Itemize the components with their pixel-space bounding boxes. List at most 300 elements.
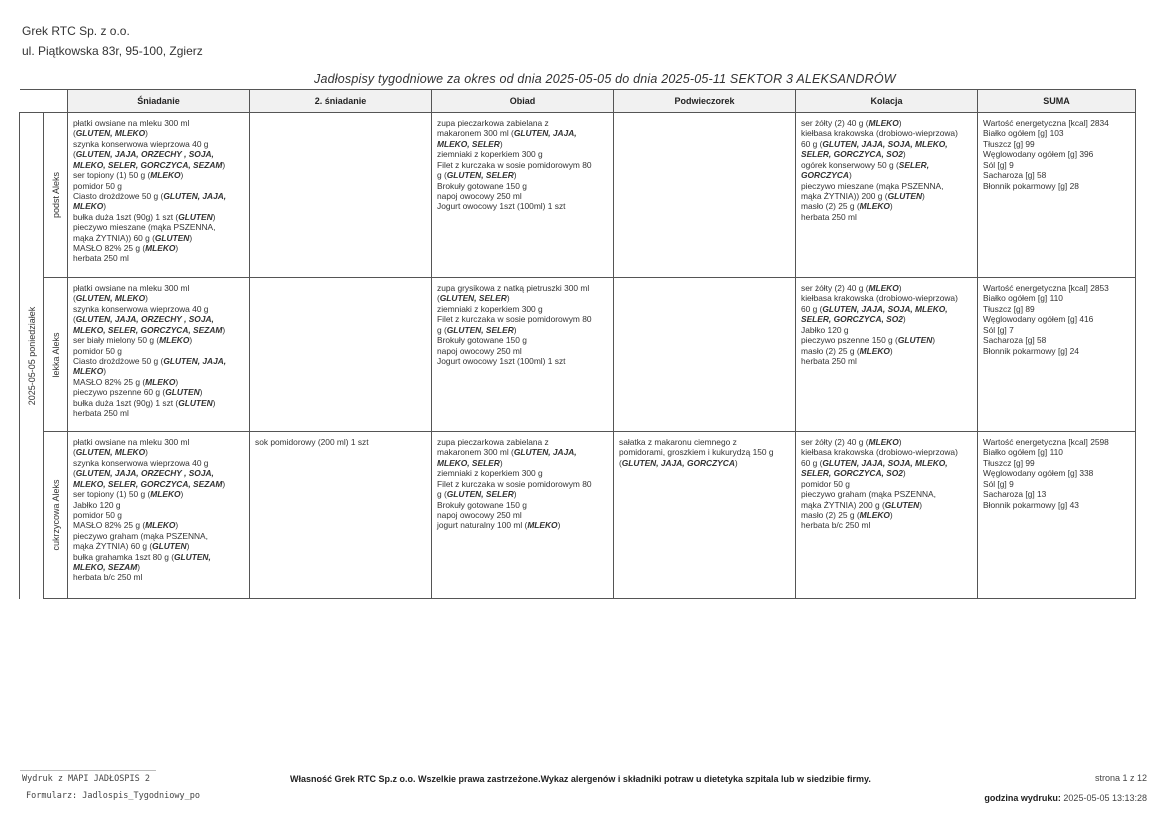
- item-line: [73, 510, 245, 520]
- item-line: [73, 520, 245, 530]
- item-line: [983, 458, 1131, 468]
- meal-items: [614, 113, 795, 121]
- item-line: [801, 520, 973, 530]
- meal-cell-lunch: [432, 432, 614, 599]
- item-line: [73, 468, 245, 478]
- item-text: ): [222, 478, 226, 489]
- item-text: herbata b/c 250 ml: [73, 572, 143, 583]
- item-text: (: [73, 293, 76, 304]
- item-line: [73, 500, 245, 510]
- item-text: pieczywo pszenne 60 g (: [73, 387, 166, 398]
- item-text: ): [499, 457, 503, 468]
- item-line: [801, 304, 973, 314]
- item-line: [801, 170, 973, 180]
- column-header-breakfast: Śniadanie: [68, 90, 250, 113]
- item-text: Sól [g] 9: [983, 159, 1014, 170]
- item-line: [73, 128, 245, 138]
- item-text: napoj owocowy 250 ml: [437, 509, 522, 520]
- date-cell: [20, 113, 44, 599]
- item-line: [73, 293, 245, 303]
- allergen-text: MLEKO: [150, 170, 181, 181]
- item-line: [983, 314, 1131, 324]
- meal-items: [250, 278, 431, 286]
- item-text: Tłuszcz [g] 99: [983, 457, 1035, 468]
- meal-items: [432, 113, 613, 215]
- item-line: [73, 212, 245, 222]
- item-line: [73, 243, 245, 253]
- column-header-sum: SUMA: [978, 90, 1136, 113]
- allergen-text: GLUTEN: [887, 190, 923, 201]
- item-text: zupa grysikowa z natką pietruszki 300 ml: [437, 283, 590, 293]
- item-text: ): [898, 283, 902, 293]
- item-text: Sacharoza [g] 13: [983, 489, 1047, 500]
- meal-cell-lunch: [432, 278, 614, 432]
- item-text: makaronem 300 ml (: [437, 447, 514, 458]
- nutrition-summary: [978, 432, 1135, 513]
- meal-cell-second-breakfast: [250, 432, 432, 599]
- allergen-text: GLUTEN, MLEKO: [75, 128, 146, 139]
- item-line: [801, 437, 973, 447]
- item-line: [437, 489, 609, 499]
- item-line: [801, 479, 973, 489]
- allergen-text: MLEKO: [150, 489, 181, 500]
- sum-cell: [978, 432, 1136, 599]
- item-text: pieczywo pszenne 150 g (: [801, 335, 898, 346]
- item-line: [801, 149, 973, 159]
- item-line: [73, 479, 245, 489]
- item-line: [437, 293, 609, 303]
- item-text: Węglowodany ogółem [g] 416: [983, 314, 1094, 325]
- item-text: Wartość energetyczna [kcal] 2834: [983, 118, 1109, 128]
- item-text: sok pomidorowy (200 ml) 1 szt: [255, 437, 369, 447]
- item-line: [255, 437, 427, 447]
- item-line: [801, 128, 973, 138]
- item-line: [983, 468, 1131, 478]
- item-text: Tłuszcz [g] 89: [983, 303, 1035, 314]
- diet-cell: [44, 278, 68, 432]
- allergen-text: MLEKO: [527, 520, 558, 531]
- item-line: [801, 181, 973, 191]
- allergen-text: GLUTEN, SELER: [446, 324, 514, 335]
- allergen-text: SELER, GORCZYCA, SO2: [801, 314, 903, 325]
- item-line: [73, 447, 245, 457]
- item-line: [983, 293, 1131, 303]
- allergen-text: GLUTEN: [154, 232, 190, 243]
- item-text: Białko ogółem [g] 103: [983, 128, 1064, 139]
- item-line: [73, 377, 245, 387]
- meal-cell-second-breakfast: [250, 278, 432, 432]
- item-text: pieczywo mieszane (mąka PSZENNA,: [801, 180, 944, 191]
- item-text: ser topiony (1) 50 g (: [73, 170, 151, 181]
- item-line: [73, 335, 245, 345]
- meal-cell-afternoon-snack: [614, 113, 796, 278]
- allergen-text: GLUTEN, SELER: [439, 293, 507, 304]
- item-line: [983, 160, 1131, 170]
- item-line: [437, 160, 609, 170]
- item-text: Sacharoza [g] 58: [983, 335, 1047, 346]
- item-text: bułka duża 1szt (90g) 1 szt (: [73, 397, 179, 408]
- allergen-text: GORCZYCA: [801, 170, 849, 181]
- item-line: [801, 356, 973, 366]
- item-line: [801, 335, 973, 345]
- item-line: [73, 149, 245, 159]
- item-text: pomidorami, groszkiem i kukurydzą 150 g: [619, 447, 774, 458]
- item-line: [801, 212, 973, 222]
- item-line: [437, 447, 609, 457]
- header-row: [20, 90, 1136, 113]
- item-text: ziemniaki z koperkiem 300 g: [437, 303, 543, 314]
- allergen-text: GLUTEN, JAJA, ORZECHY , SOJA,: [75, 314, 214, 325]
- meal-items: [614, 432, 795, 471]
- item-text: ser biały mielony 50 g (: [73, 335, 160, 346]
- item-line: [983, 346, 1131, 356]
- item-text: g (: [437, 170, 447, 181]
- allergen-text: MLEKO: [868, 437, 899, 447]
- item-text: ziemniaki z koperkiem 300 g: [437, 149, 543, 160]
- item-text: pomidor 50 g: [73, 345, 122, 356]
- item-line: [73, 408, 245, 418]
- company-address: ul. Piątkowska 83r, 95-100, Zgierz: [22, 44, 203, 58]
- meal-items: [250, 113, 431, 121]
- allergen-text: GLUTEN, JAJA,: [163, 355, 227, 366]
- item-line: [983, 500, 1131, 510]
- item-line: [437, 346, 609, 356]
- column-header-lunch: Obiad: [432, 90, 614, 113]
- item-line: [983, 283, 1131, 293]
- item-text: Sól [g] 7: [983, 324, 1014, 335]
- item-line: [983, 335, 1131, 345]
- item-text: herbata 250 ml: [73, 253, 129, 264]
- item-text: masło (2) 25 g (: [801, 201, 860, 212]
- item-text: herbata 250 ml: [73, 408, 129, 419]
- item-text: Tłuszcz [g] 99: [983, 138, 1035, 149]
- item-text: ): [189, 232, 193, 243]
- item-text: mąka ŻYTNIA)) 60 g (: [73, 232, 155, 243]
- item-line: [73, 118, 245, 128]
- item-text: 60 g (: [801, 457, 823, 468]
- allergen-text: MLEKO: [868, 118, 899, 128]
- allergen-text: MLEKO: [73, 366, 104, 377]
- print-time-label: godzina wydruku:: [984, 793, 1061, 803]
- item-text: herbata 250 ml: [801, 355, 857, 366]
- item-line: [437, 139, 609, 149]
- allergen-text: MLEKO: [859, 201, 890, 212]
- item-text: ): [919, 499, 923, 510]
- allergen-text: GLUTEN, JAJA, SOJA, MLEKO,: [822, 303, 948, 314]
- print-time: [984, 793, 1147, 803]
- item-text: zupa pieczarkowa zabielana z: [437, 437, 549, 447]
- item-line: [801, 510, 973, 520]
- item-text: (: [619, 457, 622, 468]
- item-text: napoj owocowy 250 ml: [437, 345, 522, 356]
- item-line: [73, 531, 245, 541]
- company-name: Grek RTC Sp. z o.o.: [22, 24, 130, 38]
- item-line: [437, 356, 609, 366]
- diet-label: lekka Aleks: [50, 331, 61, 378]
- item-line: [437, 201, 609, 211]
- item-text: mąka ŻYTNIA) 200 g (: [801, 499, 885, 510]
- item-text: kiełbasa krakowska (drobiowo-wieprzowa): [801, 447, 958, 458]
- date-label: 2025-05-05 poniedziałek: [26, 306, 37, 406]
- item-text: mąka ŻYTNIA)) 200 g (: [801, 190, 888, 201]
- item-text: płatki owsiane na mleku 300 ml: [73, 118, 190, 128]
- item-text: Węglowodany ogółem [g] 338: [983, 468, 1094, 479]
- item-line: [801, 283, 973, 293]
- item-text: pomidor 50 g: [73, 509, 122, 520]
- item-line: [801, 139, 973, 149]
- footer-notice: Własność Grek RTC Sp.z o.o. Wszelkie prawa zastrzeżone.Wykaz alergenów i składniki potraw u dietetyka szpitala lub w siedzibie firmy.: [290, 774, 871, 784]
- item-text: (: [437, 293, 440, 304]
- item-line: [73, 366, 245, 376]
- item-line: [437, 181, 609, 191]
- item-line: [983, 447, 1131, 457]
- item-text: Błonnik pokarmowy [g] 24: [983, 345, 1079, 356]
- item-text: płatki owsiane na mleku 300 ml: [73, 283, 190, 293]
- item-text: masło (2) 25 g (: [801, 345, 860, 356]
- sum-cell: [978, 113, 1136, 278]
- nutrition-summary: [978, 113, 1135, 194]
- item-text: MASŁO 82% 25 g (: [73, 376, 146, 387]
- item-text: pieczywo mieszane (mąka PSZENNA,: [73, 222, 216, 233]
- item-line: [619, 447, 791, 457]
- allergen-text: MLEKO, SELER, GORCZYCA, SEZAM: [73, 478, 223, 489]
- item-text: (: [73, 128, 76, 139]
- item-line: [437, 304, 609, 314]
- item-line: [73, 170, 245, 180]
- document-title: Jadłospisy tygodniowe za okres od dnia 2025-05-05 do dnia 2025-05-11 SEKTOR 3 ALEKSANDRÓW: [314, 72, 896, 86]
- item-line: [801, 118, 973, 128]
- item-line: [73, 222, 245, 232]
- allergen-text: MLEKO, SELER: [437, 457, 500, 468]
- item-text: Błonnik pokarmowy [g] 28: [983, 180, 1079, 191]
- item-text: ): [180, 170, 184, 181]
- item-text: (: [73, 314, 76, 325]
- allergen-text: GLUTEN: [152, 541, 187, 552]
- item-text: Filet z kurczaka w sosie pomidorowym 80: [437, 159, 592, 170]
- item-text: 60 g (: [801, 303, 823, 314]
- item-text: szynka konserwowa wieprzowa 40 g: [73, 303, 209, 314]
- item-text: Filet z kurczaka w sosie pomidorowym 80: [437, 478, 592, 489]
- item-text: Sacharoza [g] 58: [983, 170, 1047, 181]
- header-corner: [44, 90, 68, 113]
- item-text: pieczywo graham (mąka PSZENNA,: [801, 489, 936, 500]
- item-text: ): [175, 243, 179, 254]
- item-line: [73, 572, 245, 582]
- meal-items: [614, 278, 795, 286]
- meal-items: [68, 278, 249, 421]
- item-text: napoj owocowy 250 ml: [437, 190, 522, 201]
- item-line: [73, 181, 245, 191]
- item-line: [73, 314, 245, 324]
- meal-cell-breakfast: [68, 432, 250, 599]
- item-text: g (: [437, 489, 447, 500]
- header-corner: [20, 90, 44, 113]
- meal-items: [250, 432, 431, 450]
- diet-cell: [44, 113, 68, 278]
- item-line: [801, 201, 973, 211]
- item-line: [983, 118, 1131, 128]
- meal-cell-lunch: [432, 113, 614, 278]
- item-line: [73, 552, 245, 562]
- item-text: Filet z kurczaka w sosie pomidorowym 80: [437, 314, 592, 325]
- meal-items: [796, 278, 977, 369]
- meal-cell-dinner: [796, 113, 978, 278]
- item-text: ogórek konserwowy 50 g (: [801, 159, 899, 170]
- item-text: (: [73, 468, 76, 479]
- item-line: [801, 458, 973, 468]
- item-line: [73, 437, 245, 447]
- item-line: [73, 387, 245, 397]
- item-text: ): [932, 335, 936, 346]
- item-line: [983, 170, 1131, 180]
- item-text: bułka duża 1szt (90g) 1 szt (: [73, 211, 179, 222]
- item-text: ): [145, 128, 148, 139]
- meal-items: [68, 432, 249, 586]
- item-text: szynka konserwowa wieprzowa 40 g: [73, 457, 209, 468]
- item-line: [73, 304, 245, 314]
- item-text: mąka ŻYTNIA) 60 g (: [73, 541, 153, 552]
- allergen-text: MLEKO: [73, 201, 104, 212]
- allergen-text: MLEKO: [145, 243, 176, 254]
- item-text: ): [199, 387, 203, 398]
- item-line: [73, 139, 245, 149]
- print-time-value: 2025-05-05 13:13:28: [1063, 793, 1147, 803]
- item-text: (: [73, 149, 76, 160]
- item-text: pomidor 50 g: [801, 478, 850, 489]
- item-text: zupa pieczarkowa zabielana z: [437, 118, 549, 128]
- item-line: [73, 541, 245, 551]
- allergen-text: MLEKO: [859, 345, 890, 356]
- item-text: ): [222, 324, 226, 335]
- meal-cell-afternoon-snack: [614, 432, 796, 599]
- item-text: ): [513, 170, 517, 181]
- page-indicator: strona 1 z 12: [1094, 773, 1147, 783]
- item-text: Brokuły gotowane 150 g: [437, 180, 527, 191]
- item-text: ser żółty (2) 40 g (: [801, 437, 869, 447]
- item-line: [437, 335, 609, 345]
- item-text: ): [557, 520, 561, 531]
- column-header-dinner: Kolacja: [796, 90, 978, 113]
- item-text: ): [499, 138, 503, 149]
- item-text: ): [175, 520, 179, 531]
- item-text: Ciasto drożdżowe 50 g (: [73, 190, 164, 201]
- meal-cell-breakfast: [68, 278, 250, 432]
- allergen-text: GLUTEN, MLEKO: [75, 447, 146, 458]
- meal-cell-afternoon-snack: [614, 278, 796, 432]
- item-text: Jabłko 120 g: [73, 499, 121, 510]
- item-text: ): [902, 468, 906, 479]
- meal-items: [68, 113, 249, 267]
- item-text: ): [513, 324, 517, 335]
- meal-cell-second-breakfast: [250, 113, 432, 278]
- item-text: ): [506, 293, 510, 304]
- allergen-text: MLEKO, SELER, GORCZYCA, SEZAM: [73, 324, 223, 335]
- item-text: Jabłko 120 g: [801, 324, 849, 335]
- allergen-text: GLUTEN, JAJA, ORZECHY , SOJA,: [75, 468, 214, 479]
- meal-items: [432, 432, 613, 534]
- allergen-text: MLEKO: [868, 283, 899, 293]
- allergen-text: MLEKO: [159, 335, 190, 346]
- item-text: ): [902, 314, 906, 325]
- item-line: [983, 479, 1131, 489]
- meal-cell-dinner: [796, 432, 978, 599]
- item-line: [437, 510, 609, 520]
- item-text: Ciasto drożdżowe 50 g (: [73, 355, 164, 366]
- item-text: ): [186, 541, 190, 552]
- allergen-text: GLUTEN, JAJA, SOJA, MLEKO,: [822, 457, 948, 468]
- item-text: Białko ogółem [g] 110: [983, 293, 1063, 304]
- allergen-text: MLEKO, SELER: [437, 138, 500, 149]
- allergen-text: GLUTEN, JAJA, GORCZYCA: [621, 457, 735, 468]
- item-line: [73, 191, 245, 201]
- item-line: [73, 458, 245, 468]
- item-text: MASŁO 82% 25 g (: [73, 520, 146, 531]
- item-line: [801, 468, 973, 478]
- item-line: [437, 170, 609, 180]
- item-line: [801, 489, 973, 499]
- item-line: [801, 346, 973, 356]
- item-text: ): [898, 118, 902, 128]
- item-line: [437, 500, 609, 510]
- item-text: pomidor 50 g: [73, 180, 122, 191]
- table-row: [20, 113, 1136, 278]
- item-text: masło (2) 25 g (: [801, 509, 860, 520]
- item-text: ): [180, 489, 184, 500]
- item-line: [437, 520, 609, 530]
- allergen-text: GLUTEN, JAJA,: [513, 128, 577, 139]
- item-text: sałatka z makaronu ciemnego z: [619, 437, 737, 447]
- item-line: [73, 398, 245, 408]
- item-line: [437, 458, 609, 468]
- item-line: [73, 562, 245, 572]
- allergen-text: GLUTEN, SELER: [446, 489, 514, 500]
- meal-cell-dinner: [796, 278, 978, 432]
- item-text: ): [103, 366, 107, 377]
- item-line: [983, 149, 1131, 159]
- item-text: ): [889, 509, 893, 520]
- item-text: Wartość energetyczna [kcal] 2853: [983, 283, 1109, 293]
- item-text: Wartość energetyczna [kcal] 2598: [983, 437, 1109, 447]
- item-line: [801, 447, 973, 457]
- item-text: kiełbasa krakowska (drobiowo-wieprzowa): [801, 293, 958, 304]
- item-line: [801, 500, 973, 510]
- item-text: ser żółty (2) 40 g (: [801, 283, 869, 293]
- item-text: ): [848, 170, 852, 181]
- item-line: [73, 201, 245, 211]
- item-text: ): [189, 335, 193, 346]
- table-row: [20, 432, 1136, 599]
- item-text: Białko ogółem [g] 110: [983, 447, 1063, 458]
- item-text: ): [212, 397, 216, 408]
- item-line: [437, 191, 609, 201]
- item-text: ): [145, 293, 148, 304]
- item-text: Węglowodany ogółem [g] 396: [983, 149, 1094, 160]
- item-line: [437, 314, 609, 324]
- item-text: ): [137, 562, 141, 573]
- item-text: ): [889, 201, 893, 212]
- allergen-text: MLEKO, SEZAM: [73, 562, 138, 573]
- footer-divider: [20, 770, 156, 771]
- item-text: ): [902, 149, 906, 160]
- item-line: [619, 437, 791, 447]
- item-line: [437, 128, 609, 138]
- sum-cell: [978, 278, 1136, 432]
- allergen-text: MLEKO: [145, 520, 176, 531]
- item-line: [983, 325, 1131, 335]
- meal-cell-breakfast: [68, 113, 250, 278]
- item-text: ziemniaki z koperkiem 300 g: [437, 468, 543, 479]
- item-line: [801, 293, 973, 303]
